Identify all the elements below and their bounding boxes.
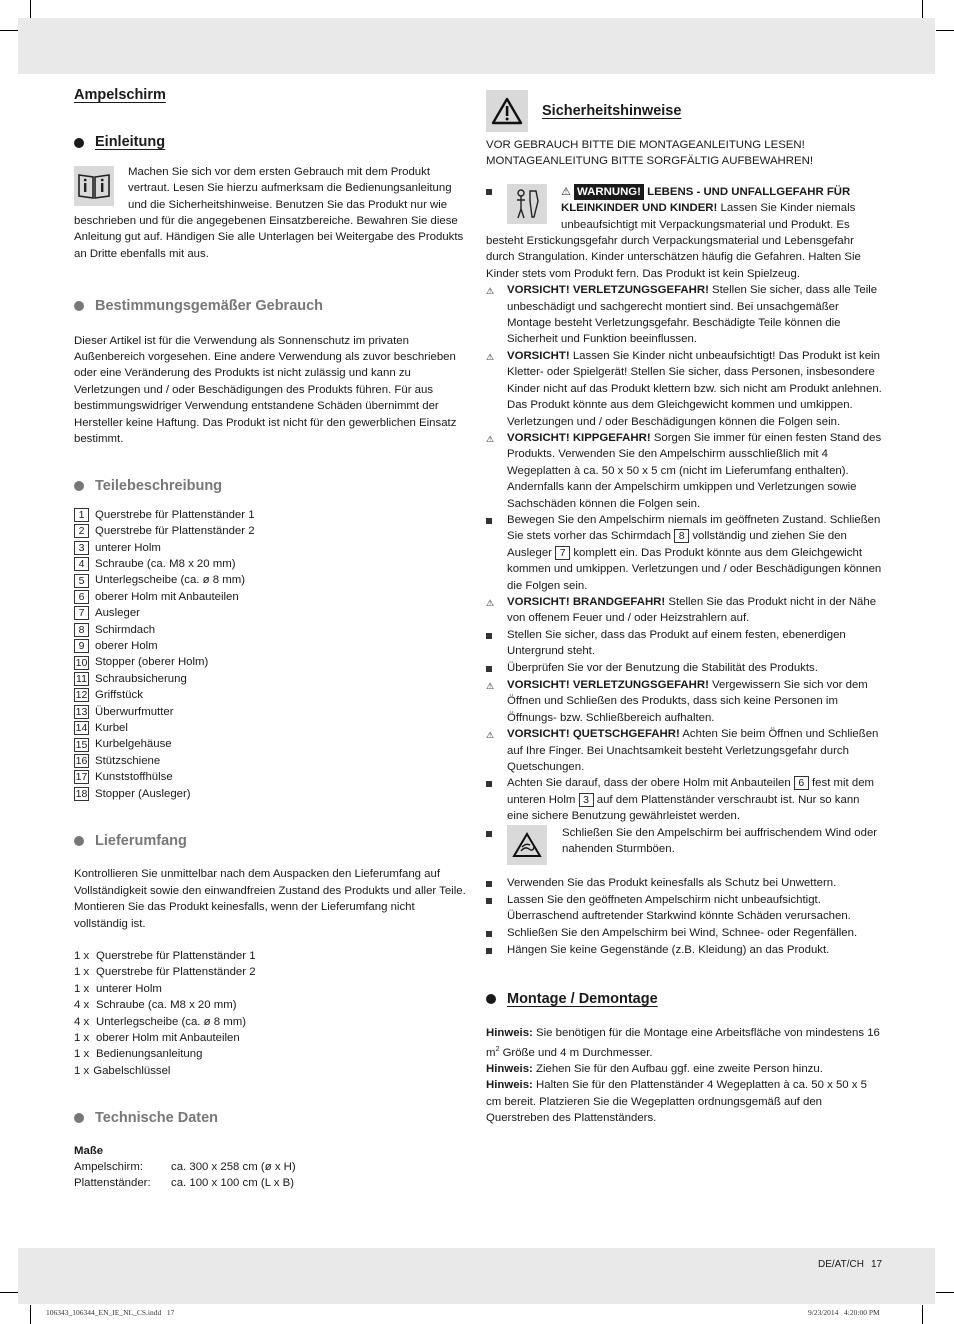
- intended-use-heading: Bestimmungsgemäßer Gebrauch: [74, 298, 466, 314]
- footer-band: [18, 1248, 935, 1304]
- crop-mark: [922, 1305, 923, 1324]
- hint-2: Hinweis: Ziehen Sie für den Aufbau ggf. eine zweite Person hinzu.: [486, 1062, 823, 1075]
- warning-triangle-icon: ⚠: [486, 681, 495, 691]
- bullet-item: Hängen Sie keine Gegenstände (z.B. Kleidung) an das Produkt.: [486, 942, 882, 959]
- intro-heading: Einleitung: [74, 134, 466, 150]
- notice-line-2: MONTAGEANLEITUNG BITTE SORGFÄLTIG AUFBEWAHREN!: [486, 155, 813, 168]
- bullet-square: [486, 184, 507, 200]
- list-item: 1 x oberer Holm mit Anbauteilen: [74, 1032, 240, 1044]
- file-name: 106343_106344_EN_IE_NL_CS.indd 17: [46, 1308, 175, 1317]
- warning-item: ⚠ VORSICHT! KIPPGEFAHR! Sorgen Sie immer für einen festen Stand des Produkts. Verwenden Sie den Ampelschirm ausschließlich mit 4 Wegeplatten à ca. 50 x 50 x 5 cm (nicht im Lieferumfang enthalten). Andernfalls kann der Ampelschirm umkippen und Verletzungen sowie Sachschäden können die Folgen sein.: [486, 430, 882, 512]
- crop-mark: [0, 30, 18, 31]
- warning-item: ⚠ VORSICHT! VERLETZUNGSGEFAHR! Vergewissern Sie sich vor dem Öffnen und Schließen des Produkts, dass sich keine Personen im Öffnungs- bzw. Schließbereich aufhalten.: [486, 677, 882, 726]
- list-item: 1 x Querstrebe für Plattenständer 2: [74, 966, 256, 979]
- list-item: 1 x Querstrebe für Plattenständer 1: [74, 949, 256, 962]
- crop-mark: [30, 0, 31, 18]
- list-item: 1 x Bedienungsanleitung: [74, 1048, 203, 1061]
- wind-warning-icon: [507, 825, 547, 865]
- bullet-square: [486, 831, 492, 837]
- hint-3: Hinweis: Halten Sie für den Plattenständer 4 Wegeplatten à ca. 50 x 50 x 5 cm bereit. Platzieren Sie die Wegeplatten ordnungsgemäß auf den Querstreben des Plattenständers.: [486, 1079, 867, 1124]
- bullet-item: Stellen Sie sicher, dass das Produkt auf einem festen, ebenerdigen Untergrund steht.: [486, 627, 882, 660]
- left-column: [74, 87, 466, 1192]
- bullet-square: [486, 881, 492, 887]
- warning-bold: LEBENS - UND UNFALLGEFAHR FÜR KLEINKINDER UND KINDER!: [561, 185, 851, 215]
- assembly-heading: Montage / Demontage: [486, 991, 882, 1007]
- bullet-item: Verwenden Sie das Produkt keinesfalls als Schutz bei Unwettern.: [486, 875, 882, 892]
- footer-lang: DE/AT/CH: [818, 1259, 864, 1270]
- bullet-square: [486, 633, 492, 639]
- crop-mark: [922, 0, 923, 18]
- list-item: 15 Kurbelgehäuse: [75, 738, 172, 751]
- bullet-item: Lassen Sie den geöffneten Ampelschirm nicht unbeaufsichtigt. Überraschend auftretender Starkwind könnte Schäden verursachen.: [486, 892, 882, 925]
- scope-list: [74, 948, 466, 1079]
- page-title: Ampelschirm: [74, 87, 166, 103]
- list-item: 18 Stopper (Ausleger): [75, 787, 191, 800]
- list-item: 2 Querstrebe für Plattenständer 2: [74, 523, 466, 539]
- list-item: 8 Schirmdach: [74, 622, 466, 638]
- warning-label: WARNUNG!: [574, 184, 644, 200]
- bullet-item: Bewegen Sie den Ampelschirm niemals im geöffneten Zustand. Schließen Sie stets vorher das Schirmdach 8 vollständig und ziehen Sie den Ausleger 7 komplett ein. Das Produkt könnte aus dem Gleichgewicht kommen und umkippen. Verletzungen und / oder Beschädigungen können die Folgen sein.: [486, 512, 882, 594]
- parts-list: [74, 507, 466, 802]
- scope-text: Kontrollieren Sie unmittelbar nach dem Auspacken den Lieferumfang auf Vollständigkeit sowie den einwandfreien Zustand des Produkts und aller Teile. Montieren Sie das Produkt keinesfalls, wenn der Lieferumfang nicht vollständig ist.: [74, 868, 466, 930]
- crop-mark: [0, 1292, 18, 1293]
- warning-children: [486, 184, 882, 282]
- bullet-square: [486, 948, 492, 954]
- warning-triangle-icon: ⚠: [486, 597, 495, 608]
- crop-mark: [936, 30, 954, 31]
- tech-subheading: Maße: [74, 1144, 104, 1157]
- list-item: 13 Überwurfmutter: [75, 705, 174, 718]
- tech-row: Ampelschirm: ca. 300 x 258 cm (ø x H): [74, 1161, 296, 1174]
- tech-row: Plattenständer: ca. 100 x 100 cm (L x B): [74, 1177, 295, 1190]
- list-item: 17 Kunststoffhülse: [75, 771, 173, 784]
- list-item: 6 oberer Holm mit Anbauteilen: [74, 589, 466, 605]
- bullet-square: [486, 666, 492, 672]
- page-number: 17: [871, 1259, 883, 1270]
- list-item: 14 Kurbel: [75, 721, 128, 735]
- intended-use-text: Dieser Artikel ist für die Verwendung als Sonnenschutz im privaten Außenbereich vorgesehen. Eine andere Verwendung als zuvor beschrieben oder eine Veränderung des Produkts ist nicht zulässig und kann zu Verletzungen und / oder Beschädigungen des Produkts führen. Für aus bestimmungswidriger Verwendung entstandene Schäden übernimmt der Hersteller keine Haftung. Das Produkt ist nicht für den gewerblichen Einsatz bestimmt.: [74, 334, 457, 446]
- list-item: 12 Griffstück: [75, 689, 143, 702]
- list-item: 4 x Unterlegscheibe (ca. ø 8 mm): [74, 1015, 247, 1028]
- warning-triangle-icon: ⚠: [486, 433, 495, 444]
- list-item: 7 Ausleger: [74, 605, 466, 621]
- intro-section: [74, 164, 466, 262]
- safety-header: [486, 90, 882, 132]
- bullet-square: [486, 898, 492, 904]
- list-item: 1 x unterer Holm: [74, 982, 162, 995]
- warning-item: ⚠ VORSICHT! BRANDGEFAHR! Stellen Sie das Produkt nicht in der Nähe von offenem Feuer und / oder Heizstrahlern auf.: [486, 594, 882, 627]
- list-item: 11 Schraubsicherung: [74, 671, 466, 687]
- warning-triangle-icon: ⚠: [486, 286, 495, 297]
- warning-triangle-icon: ⚠: [486, 730, 495, 741]
- list-item: 4 x Schraube (ca. M8 x 20 mm): [74, 999, 237, 1012]
- list-item: 5 Unterlegscheibe (ca. ø 8 mm): [74, 572, 466, 588]
- bullet-item: Schließen Sie den Ampelschirm bei Wind, Schnee- oder Regenfällen.: [486, 925, 882, 942]
- warning-triangle-icon: ⚠: [561, 185, 571, 198]
- list-item: 1 x Gabelschlüssel: [74, 1064, 171, 1077]
- bullet-item: Achten Sie darauf, dass der obere Holm mit Anbauteilen 6 fest mit dem unteren Holm 3 auf dem Plattenständer verschraubt ist. Nur so kann eine sichere Benutzung gewährleistet werden.: [486, 775, 882, 824]
- warning-body: Lassen Sie Kinder niemals unbeaufsichtigt mit Verpackungsmaterial und Produkt. Es besteht Erstickungsgefahr durch Verpackungsmaterial und Lebensgefahr durch Strangulation. Kinder unterschätzen häufig die Gefahren. Halten Sie Kinder stets vom Produkt fern. Das Produkt ist kein Spielzeug.: [486, 202, 861, 280]
- bullet-square: [486, 931, 492, 937]
- tech-heading: Technische Daten: [74, 1110, 466, 1126]
- print-timestamp: 9/23/2014 4:20:00 PM: [808, 1308, 880, 1317]
- bullet-square: [486, 781, 492, 787]
- parts-heading: Teilebeschreibung: [74, 478, 466, 494]
- child-hazard-icon: [507, 184, 547, 224]
- crop-mark: [30, 1305, 31, 1324]
- warning-triangle-icon: [486, 90, 528, 132]
- notice-line-1: VOR GEBRAUCH BITTE DIE MONTAGEANLEITUNG LESEN!: [486, 139, 805, 151]
- right-column: [486, 90, 882, 1126]
- list-item: 16 Stützschiene: [75, 754, 161, 767]
- crop-mark: [936, 1292, 954, 1293]
- warning-item: ⚠ VORSICHT! QUETSCHGEFAHR! Achten Sie beim Öffnen und Schließen auf Ihre Finger. Bei Unachtsamkeit besteht Verletzungsgefahr durch Quetschungen.: [486, 726, 882, 775]
- list-item: 10 Stopper (oberer Holm): [75, 656, 209, 669]
- scope-heading: Lieferumfang: [74, 833, 466, 849]
- bullet-square: [486, 518, 492, 524]
- hint-1: Hinweis: Sie benötigen für die Montage eine Arbeitsfläche von mindestens 16 $m^2$ Größe und 4 m Durchmesser.: [486, 1027, 880, 1059]
- safety-heading: Sicherheitshinweise: [542, 102, 682, 119]
- list-item: 1 Querstrebe für Plattenständer 1: [74, 507, 466, 523]
- header-band: [18, 18, 935, 74]
- list-item: 3 unterer Holm: [74, 540, 466, 556]
- bullet-item: Schließen Sie den Ampelschirm bei auffrischendem Wind oder nahenden Sturmböen.: [486, 825, 882, 875]
- intro-text: Machen Sie sich vor dem ersten Gebrauch mit dem Produkt vertraut. Lesen Sie hierzu aufmerksam die Bedienungsanleitung und die Sicherheitshinweise. Benutzen Sie das Produkt nur wie beschrieben und für die angegebenen Einsatzbereiche. Bewahren Sie diese Anleitung gut auf. Händigen Sie alle Unterlagen bei Weitergabe des Produkts an Dritte ebenfalls mit aus.: [74, 165, 464, 260]
- list-item: 9 oberer Holm: [74, 638, 466, 654]
- warning-item: ⚠ VORSICHT! Lassen Sie Kinder nicht unbeaufsichtigt! Das Produkt ist kein Kletter- oder Spielgerät! Stellen Sie sicher, dass Personen, insbesondere Kinder nicht auf das Produkt klettern bzw. sich nicht am Produkt anlehnen. Das Produkt könnte aus dem Gleichgewicht kommen und umkippen. Verletzungen und / oder Beschädigungen können die Folgen sein.: [486, 348, 882, 430]
- info-book-icon: [74, 166, 114, 206]
- warning-triangle-icon: ⚠: [486, 351, 495, 362]
- warning-item: ⚠ VORSICHT! VERLETZUNGSGEFAHR! Stellen Sie sicher, dass alle Teile unbeschädigt und sachgerecht montiert sind. Bei unsachgemäßer Montage besteht Verletzungsgefahr. Beschädigte Teile können die Sicherheit und Funktion beeinflussen.: [486, 282, 882, 348]
- bullet-item: Überprüfen Sie vor der Benutzung die Stabilität des Produkts.: [486, 660, 882, 677]
- list-item: 4 Schraube (ca. M8 x 20 mm): [74, 556, 466, 572]
